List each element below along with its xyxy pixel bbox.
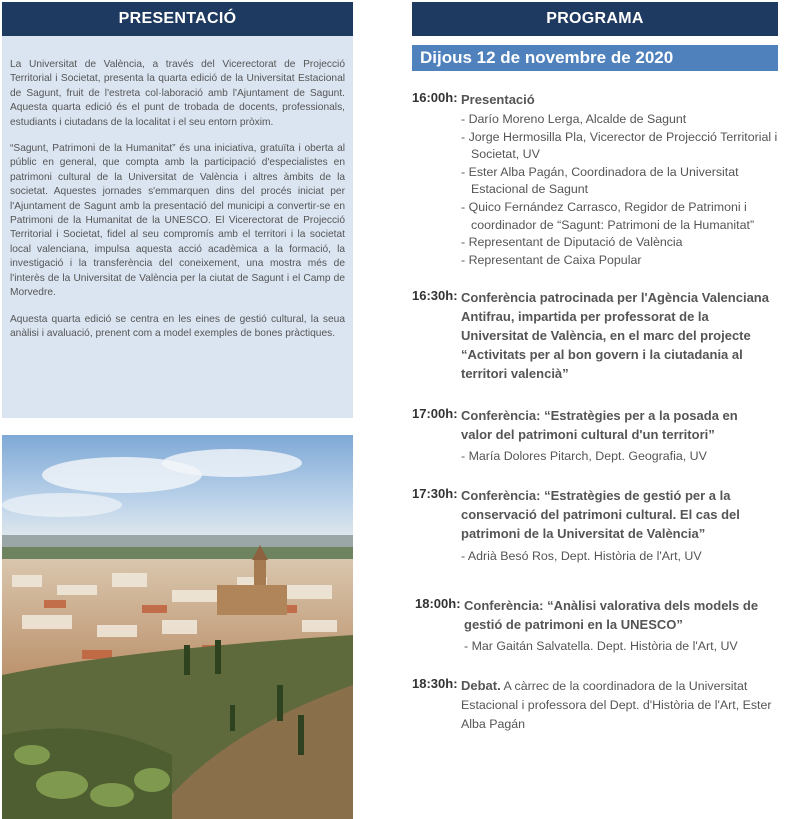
item-title: Conferència patrocinada per l'Agència Valenciana Antifrau, impartida per professorat de la Universitat de València, en el marc del projecte “Activitats per al bon govern i la ciutadania al territori valencià” bbox=[461, 290, 769, 381]
item-time: 16:30h: bbox=[412, 288, 458, 303]
programa-section bbox=[412, 2, 778, 71]
speaker: - María Dolores Pitarch, Dept. Geografia, UV bbox=[461, 448, 792, 466]
speaker-list bbox=[461, 548, 792, 566]
item-title: Debat. A càrrec de la coordinadora de la Universitat Estacional i professora del Dept. d'Història de l'Art, Ester Alba Pagán bbox=[461, 678, 772, 731]
speaker: - Representant de Diputació de València bbox=[461, 234, 792, 252]
speaker: - Mar Gaitán Salvatella. Dept. Història de l'Art, UV bbox=[464, 638, 795, 656]
sagunt-city-photo bbox=[2, 435, 353, 819]
programa-date: Dijous 12 de novembre de 2020 bbox=[412, 45, 778, 71]
programa-header: PROGRAMA bbox=[412, 2, 778, 36]
speaker: - Adrià Besó Ros, Dept. Història de l'Art, UV bbox=[461, 548, 792, 566]
presentacio-section bbox=[2, 2, 353, 418]
item-title: Conferència: “Estratègies per a la posada en valor del patrimoni cultural d'un territori” bbox=[461, 408, 738, 442]
speaker-list bbox=[461, 448, 792, 466]
speaker: - Jorge Hermosilla Pla, Vicerector de Projecció Territorial i Societat, UV bbox=[461, 129, 792, 164]
speaker-list bbox=[461, 111, 792, 269]
presentacio-header: PRESENTACIÓ bbox=[2, 2, 353, 36]
intro-paragraph: “Sagunt, Patrimoni de la Humanitat” és una iniciativa, gratuïta i oberta al públic en general, que compta amb la participació d'especialistes en patrimoni cultural de la Universitat de València i altres àmbits de la societat. Aquestes jornades s'emmarquen dins del procés iniciat per l'Ajuntament de Sagunt amb la presentació del municipi a convertir-se en Patrimoni de la Humanitat de la UNESCO. El Vicerectorat de Projecció Territorial i Societat, fidel al seu compromís amb el territori i la societat local valenciana, impulsa aquesta acció acadèmica a la formació, la investigació i la transferència del coneixement, una mostra més de l'interès de la Universitat de València per la ciutat de Sagunt i el Camp de Morvedre. bbox=[10, 143, 345, 299]
item-title: Conferència: “Anàlisi valorativa dels models de gestió de patrimoni en la UNESCO” bbox=[464, 598, 759, 632]
item-time: 16:00h: bbox=[412, 90, 458, 105]
item-time: 17:30h: bbox=[412, 486, 458, 501]
speaker: - Representant de Caixa Popular bbox=[461, 252, 792, 270]
speaker: - Quico Fernández Carrasco, Regidor de Patrimoni i coordinador de “Sagunt: Patrimoni de la Humanitat” bbox=[461, 199, 792, 234]
item-title: Conferència: “Estratègies de gestió per a la conservació del patrimoni cultural. El cas del patrimoni de la Universitat de València” bbox=[461, 488, 740, 541]
intro-paragraph: La Universitat de València, a través del Vicerectorat de Projecció Territorial i Societat, presenta la quarta edició de la Universitat Estacional de Sagunt, fruit de l'estreta col·laboració amb l'Ajuntament de Sagunt. Aquesta quarta edició és el punt de trobada de docents, professionals, estudiants i ciutadans de la localitat i el seu entorn pròxim. bbox=[10, 59, 345, 128]
intro-paragraph: Aquesta quarta edició se centra en les eines de gestió cultural, la seua anàlisi i avaluació, prenent com a model exemples de bones pràctiques. bbox=[10, 313, 345, 339]
item-time: 18:30h: bbox=[412, 676, 458, 691]
item-title: Presentació bbox=[461, 92, 535, 107]
speaker: - Darío Moreno Lerga, Alcalde de Sagunt bbox=[461, 111, 792, 129]
item-time: 17:00h: bbox=[412, 406, 458, 421]
item-time: 18:00h: bbox=[415, 596, 461, 611]
item-description: A càrrec de la coordinadora de la Universitat Estacional i professora del Dept. d'Història de l'Art, Ester Alba Pagán bbox=[461, 679, 772, 731]
speaker: - Ester Alba Pagán, Coordinadora de la Universitat Estacional de Sagunt bbox=[461, 164, 792, 199]
presentacio-text bbox=[2, 36, 353, 418]
speaker-list bbox=[464, 638, 795, 656]
